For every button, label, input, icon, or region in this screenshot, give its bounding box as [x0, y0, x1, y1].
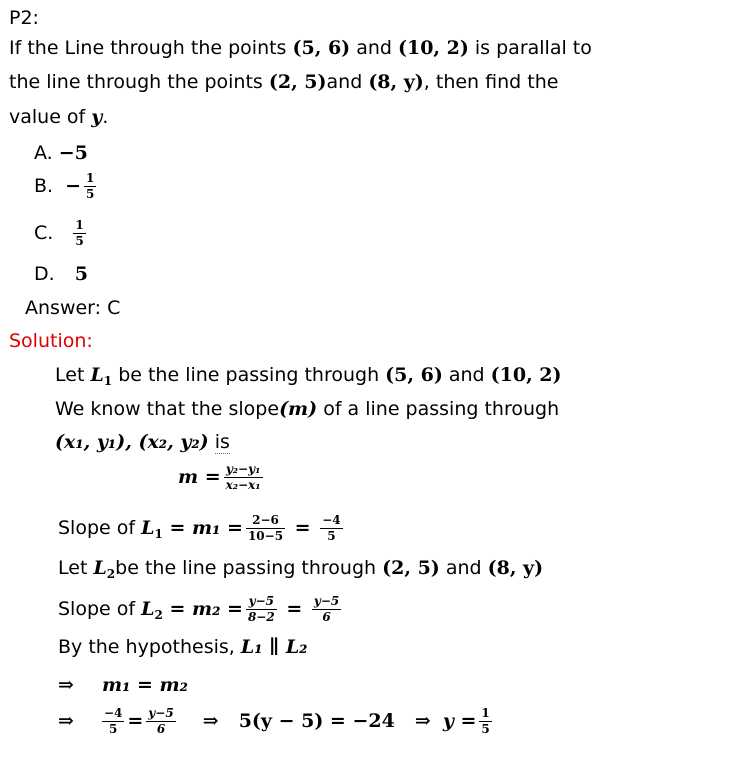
solution-text: and	[439, 557, 488, 579]
problem-text: , then find the	[423, 71, 559, 93]
solution-text: of a line passing through	[317, 398, 560, 420]
formula-lhs: m =	[178, 466, 221, 488]
equation: m₁ = m₂	[101, 674, 188, 696]
final-answer-lhs: y =	[442, 710, 477, 732]
fraction-denominator: 8−2	[247, 610, 275, 624]
fraction-denominator: 5	[481, 722, 490, 736]
slope-equation: = m₂ =	[162, 598, 243, 620]
option-label: B.	[34, 175, 54, 197]
problem-text: and	[326, 71, 369, 93]
problem-line-1	[9, 35, 592, 61]
points-general: (x₁, y₁), (x₂, y₂)	[55, 431, 209, 453]
fraction-numerator: −4	[103, 706, 123, 720]
fraction-numerator: y−5	[313, 594, 340, 608]
fraction-denominator: 5	[327, 529, 336, 543]
line-symbol: L	[90, 364, 104, 386]
fraction-denominator: 10−5	[247, 529, 284, 543]
slope-formula	[178, 462, 266, 493]
option-a	[34, 140, 88, 166]
slope-symbol: (m)	[279, 398, 318, 420]
fraction-numerator: 1	[75, 218, 84, 232]
implies-icon: ⇒	[58, 674, 74, 696]
point: (8, y)	[368, 71, 424, 93]
point: (10, 2)	[490, 364, 562, 386]
solution-text: Slope of	[58, 517, 142, 539]
solution-text: and	[442, 364, 491, 386]
fraction-denominator: 5	[75, 234, 84, 248]
solution-heading: Solution:	[9, 330, 93, 352]
fraction-numerator: y−5	[148, 706, 174, 720]
problem-line-3	[9, 104, 108, 130]
implies-icon: ⇒	[414, 710, 431, 732]
option-label: D.	[34, 263, 55, 285]
fraction-numerator: y₂−y₁	[225, 462, 261, 476]
option-value: −5	[58, 142, 88, 164]
solution-line-5	[58, 555, 543, 587]
solution-text: is	[214, 431, 230, 453]
problem-text: is parallal to	[468, 37, 592, 59]
fraction-denominator: x₂−x₁	[225, 478, 261, 492]
final-answer-fraction	[479, 706, 491, 737]
problem-text: If the Line through the points	[9, 37, 293, 59]
solution-text: Let	[58, 557, 94, 579]
implies-icon: ⇒	[58, 710, 74, 732]
problem-label: P2:	[9, 7, 39, 29]
fraction-denominator: 6	[322, 610, 331, 624]
solution-line-2	[55, 396, 559, 422]
fraction-denominator: 5	[86, 187, 95, 201]
fraction	[246, 594, 277, 625]
fraction-denominator: 6	[156, 722, 166, 736]
equation: 5(y − 5) = −24	[238, 710, 395, 732]
point: (2, 5)	[382, 557, 440, 579]
option-value: 5	[74, 263, 88, 285]
answer: Answer: C	[25, 297, 121, 319]
solution-text: By the hypothesis,	[58, 636, 241, 658]
option-label: A.	[34, 142, 53, 164]
variable: y	[91, 106, 103, 128]
solution-line-3	[55, 429, 230, 455]
implication-2	[58, 706, 495, 737]
problem-text: the line through the points	[9, 71, 269, 93]
problem-line-2	[9, 69, 558, 95]
slope-line-2: Slope of $L_2 = m_2$ = $\frac{y-5}{8-2}$ = $\frac{y-5}{6}$	[58, 594, 340, 624]
line-symbol: L	[93, 557, 107, 579]
fraction	[320, 513, 342, 544]
subscript: 2	[106, 567, 116, 581]
implies-icon: ⇒	[202, 710, 219, 732]
solution-text: be the line passing through	[112, 364, 386, 386]
problem-text: and	[350, 37, 398, 59]
option-label: C.	[34, 222, 54, 244]
subscript: 1	[103, 374, 113, 388]
option-c	[34, 218, 89, 249]
option-sign: −	[65, 175, 82, 197]
slope-line-1: Slope of $L_1 = m_1$ = $\frac{2-6}{10-5}$ = $\frac{-4}{5}$	[58, 513, 341, 543]
problem-text: .	[102, 106, 109, 128]
option-fraction	[84, 171, 96, 202]
option-b	[34, 171, 99, 202]
fraction-denominator: 5	[108, 722, 118, 736]
solution-text: be the line passing through	[115, 557, 383, 579]
fraction-numerator: y−5	[248, 594, 275, 608]
solution-text: We know that the slope	[55, 398, 280, 420]
point: (10, 2)	[397, 37, 469, 59]
option-d	[34, 261, 88, 287]
point: (2, 5)	[268, 71, 327, 93]
slope-equation: = m₁ =	[162, 517, 243, 539]
equals-sign: =	[127, 710, 144, 732]
parallel-relation: L₁ ∥ L₂	[240, 636, 308, 658]
fraction-numerator: −4	[322, 513, 341, 527]
hypothesis-line	[58, 634, 308, 660]
problem-text: value of	[9, 106, 92, 128]
formula-fraction	[224, 462, 263, 493]
fraction	[102, 706, 124, 737]
line-symbol: L	[141, 598, 155, 620]
point: (8, y)	[487, 557, 544, 579]
fraction-numerator: 1	[481, 706, 490, 720]
fraction-numerator: 2−6	[252, 513, 279, 527]
point: (5, 6)	[292, 37, 351, 59]
subscript: 1	[154, 527, 163, 541]
subscript: 2	[154, 608, 163, 622]
solution-line-1	[55, 362, 562, 394]
implication-1	[58, 672, 188, 698]
fraction	[312, 594, 341, 625]
option-fraction	[73, 218, 85, 249]
fraction-numerator: 1	[86, 171, 95, 185]
solution-text: Slope of	[58, 598, 142, 620]
fraction	[246, 513, 285, 544]
point: (5, 6)	[385, 364, 443, 386]
fraction	[146, 706, 175, 737]
line-symbol: L	[141, 517, 155, 539]
solution-text: Let	[55, 364, 91, 386]
